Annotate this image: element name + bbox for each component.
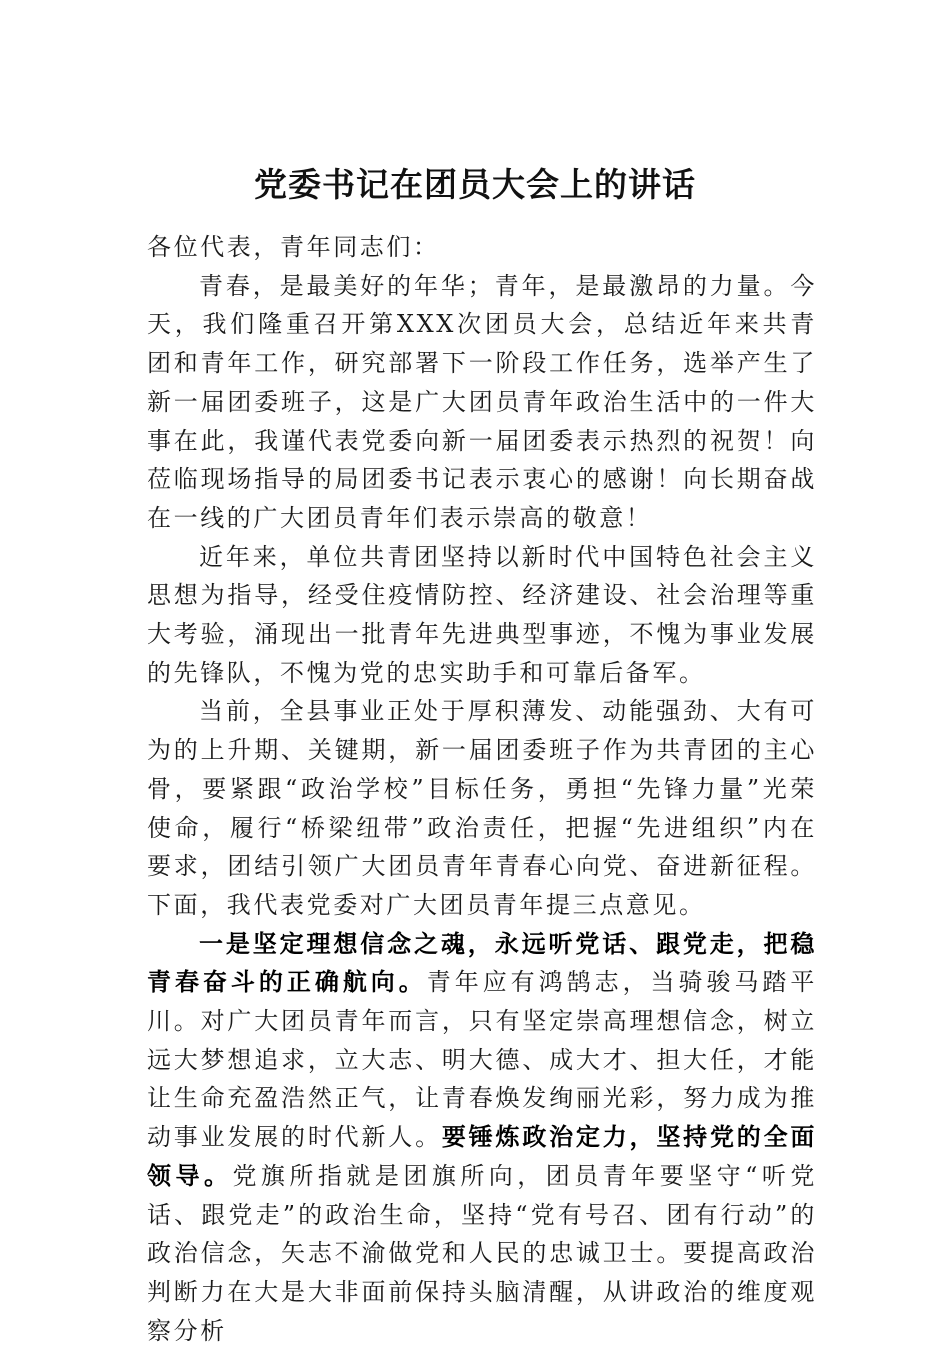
salutation: 各位代表，青年同志们： xyxy=(147,233,440,261)
paragraph-opening: 青春，是最美好的年华；青年，是最激昂的力量。今天，我们隆重召开第XXX次团员大会，总结近年来共青团和青年工作，研究部署下一阶段工作任务，选举产生了新一届团委班子，这是广大团员青年政治生活中的一件大事在此，我谨代表党委向新一届团委表示热烈的祝贺！向莅临现场指导的局团委书记表示衷心的感谢！向长期奋战在一线的广大团员青年们表示崇高的敬意！ xyxy=(147,271,817,532)
point-one-heading: 一是坚定理想信念之魂，永远听党话、跟党走，把稳青春奋斗的正确航向。 xyxy=(147,928,817,997)
paragraph-current: 当前，全县事业正处于厚积薄发、动能强劲、大有可为的上升期、关键期，新一届团委班子作为共青团的主心骨，要紧跟“政治学校”目标任务，勇担“先锋力量”光荣使命，履行“桥梁纽带”政治责任，把握“先进组织”内在要求，团结引领广大团员青年青春心向党、奋进新征程。下面，我代表党委对广大团员青年提三点意见。 xyxy=(147,697,817,919)
paragraph-review: 近年来，单位共青团坚持以新时代中国特色社会主义思想为指导，经受住疫情防控、经济建设、社会治理等重大考验，涌现出一批青年先进典型事迹，不愧为事业发展的先锋队，不愧为党的忠实助手和可靠后备军。 xyxy=(147,542,817,687)
point-one-subtext: 党旗所指就是团旗所向，团员青年要坚守“听党话、跟党走”的政治生命，坚持“党有号召、团有行动”的政治信念，矢志不渝做党和人民的忠诚卫士。要提高政治判断力在大是大非面前保持头脑清醒，从讲政治的维度观察分析 xyxy=(147,1161,817,1345)
document-title: 党委书记在团员大会上的讲话 xyxy=(254,165,696,204)
paragraph-point-one xyxy=(147,925,817,1350)
point-one-subheading: 要锤炼政治定力，坚持党的全面领导。 xyxy=(147,1122,817,1190)
point-one-text: 青年应有鸿鹄志，当骑骏马踏平川。对广大团员青年而言，只有坚定崇高理想信念，树立远大梦想追求，立大志、明大德、成大才、担大任，才能让生命充盈浩然正气，让青春焕发绚丽光彩，努力成为推动事业发展的时代新人。 xyxy=(147,968,818,1152)
document-body xyxy=(147,228,817,1350)
